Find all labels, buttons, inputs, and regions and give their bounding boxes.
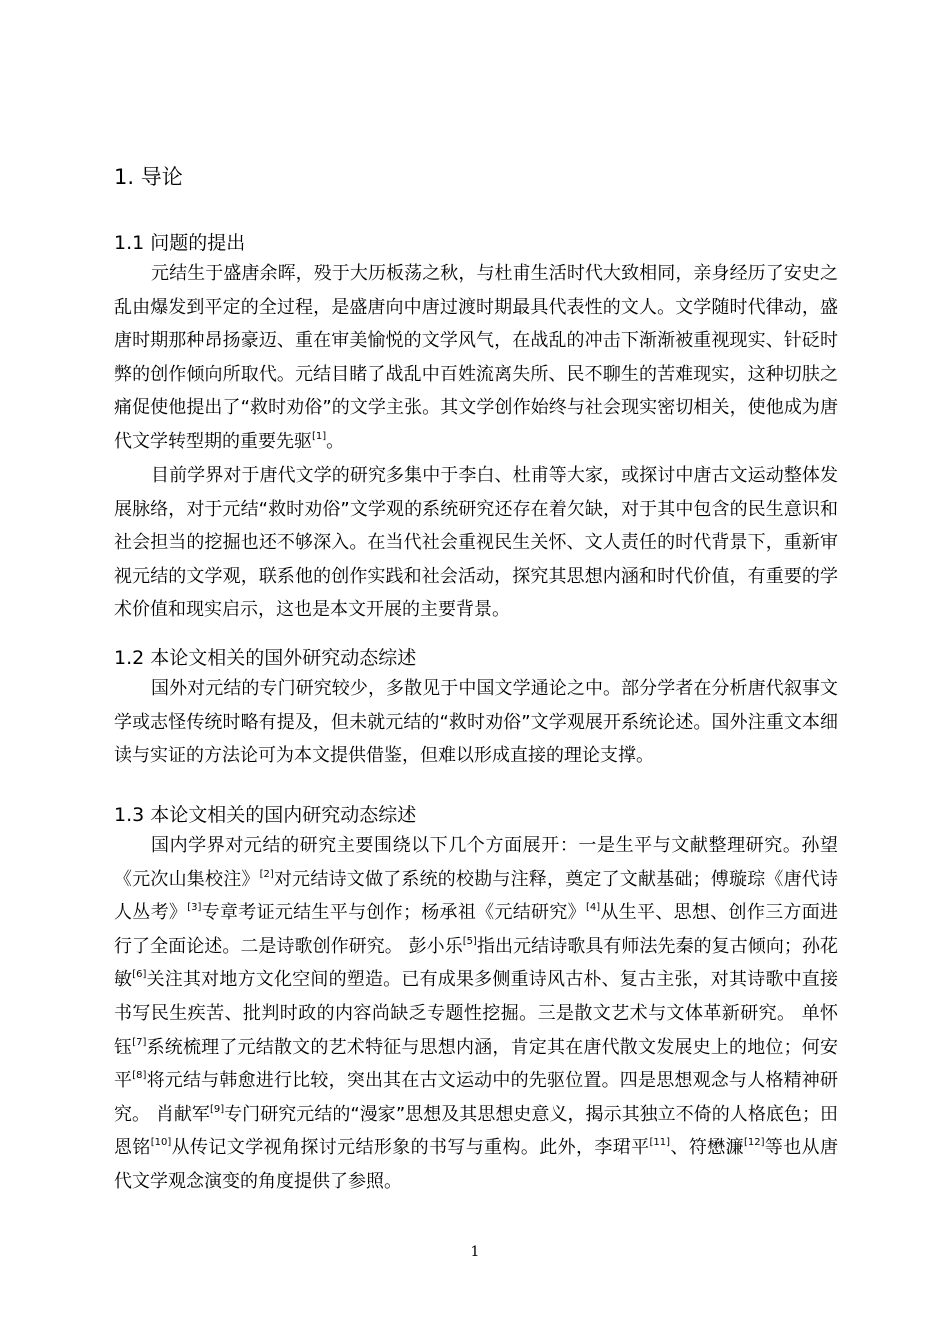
paragraph-text: 、符懋濂 [670,1137,744,1159]
citation-ref: [8] [132,1070,147,1082]
paragraph-text: 国内学界对元结的研究主要围绕以下几个方面展开：一是生平与文献整理研究。孙望《元次山集校注》 [114,835,838,890]
citation-ref: [3] [187,902,202,914]
paragraph-text: 将元结与韩愈进行比较，突出其在古文运动中的先驱位置。四是思想观念与人格精神研究。 肖献军 [114,1070,838,1125]
paragraph-text: 等也从唐代文学观念演变的角度提供了参照。 [114,1137,839,1192]
paragraph-text: 国外对元结的专门研究较少，多散见于中国文学通论之中。部分学者在分析唐代叙事文学或志怪传统时略有提及，但未就元结的“救时劝俗”文学观展开系统论述。国外注重文本细读与实证的方法论可为本文提供借鉴，但难以形成直接的理论支撑。 [114,678,838,767]
paragraph-text: 系统梳理了元结散文的艺术特征与思想内涵，肯定其在唐代散文发展史上的地位；何安平 [114,1036,838,1092]
citation-ref: [5] [462,935,477,947]
citation-ref: [9] [209,1103,225,1115]
paragraph-text: 目前学界对于唐代文学的研究多集中于李白、杜甫等大家，或探讨中唐古文运动整体发展脉络，对于元结“救时劝俗”文学观的系统研究还存在着欠缺，对于其中包含的民生意识和社会担当的挖掘也还不够深入。在当代社会重视民生关怀、文人责任的时代背景下，重新审视元结的文学观，联系他的创作实践和社会活动，探究其思想内涵和时代价值，有重要的学术价值和现实启示，这也是本文开展的主要背景。 [114,465,838,621]
citation-ref: [11] [649,1137,671,1149]
section-heading-1-3: 1.3 本论文相关的国内研究动态综述 [114,804,417,826]
citation-ref: [1] [312,430,327,442]
section-heading-1-1: 1.1 问题的提出 [114,232,246,254]
citation-ref: [6] [132,969,147,981]
paragraph-1-1-a [114,257,838,459]
paragraph-text: 专门研究元结的“漫家”思想及其思想史意义，揭示其独立不倚的人格底色；田恩铭 [114,1103,838,1159]
paragraph-text: 从生平、思想、创作三方面进行了全面论述。二是诗歌创作研究。 彭小乐 [114,902,839,957]
paragraph-text: 元结生于盛唐余晖，殁于大历板荡之秋，与杜甫生活时代大致相同，亲身经历了安史之乱由爆发到平定的全过程，是盛唐向中唐过渡时期最具代表性的文人。文学随时代律动，盛唐时期那种昂扬豪迈、重在审美愉悦的文学风气，在战乱的冲击下渐渐被重视现实、针砭时弊的创作倾向所取代。元结目睹了战乱中百姓流离失所、民不聊生的苦难现实，这种切肤之痛促使他提出了“救时劝俗”的文学主张。其文学创作始终与社会现实密切相关，使他成为唐代文学转型期的重要先驱 [114,263,838,452]
paragraph-text: 。 [326,430,345,452]
citation-ref: [2] [259,868,274,880]
paragraph-1-3 [114,829,838,1199]
paragraph-text: 关注其对地方文化空间的塑造。已有成果多侧重诗风古朴、复古主张，对其诗歌中直接书写民生疾苦、批判时政的内容尚缺乏专题性挖掘。三是散文艺术与文体革新研究。 单怀钰 [114,969,838,1058]
paragraph-1-2 [114,672,838,773]
paragraph-text: 从传记文学视角探讨元结形象的书写与重构。此外，李珺平 [171,1137,650,1159]
paragraph-1-1-b [114,459,838,627]
citation-ref: [4] [585,902,601,914]
paragraph-text: 指出元结诗歌具有师法先秦的复古倾向；孙花敏 [114,935,838,991]
page-number: 1 [470,1244,480,1260]
citation-ref: [12] [743,1137,765,1149]
section-heading-1-2: 1.2 本论文相关的国外研究动态综述 [114,647,417,669]
citation-ref: [7] [132,1036,147,1048]
chapter-heading: 1. 导论 [114,165,183,189]
citation-ref: [10] [150,1137,172,1149]
paragraph-text: 专章考证元结生平与创作；杨承祖《元结研究》 [201,902,586,924]
paragraph-text: 对元结诗文做了系统的校勘与注释，奠定了文献基础；傅璇琮《唐代诗人丛考》 [114,868,839,924]
